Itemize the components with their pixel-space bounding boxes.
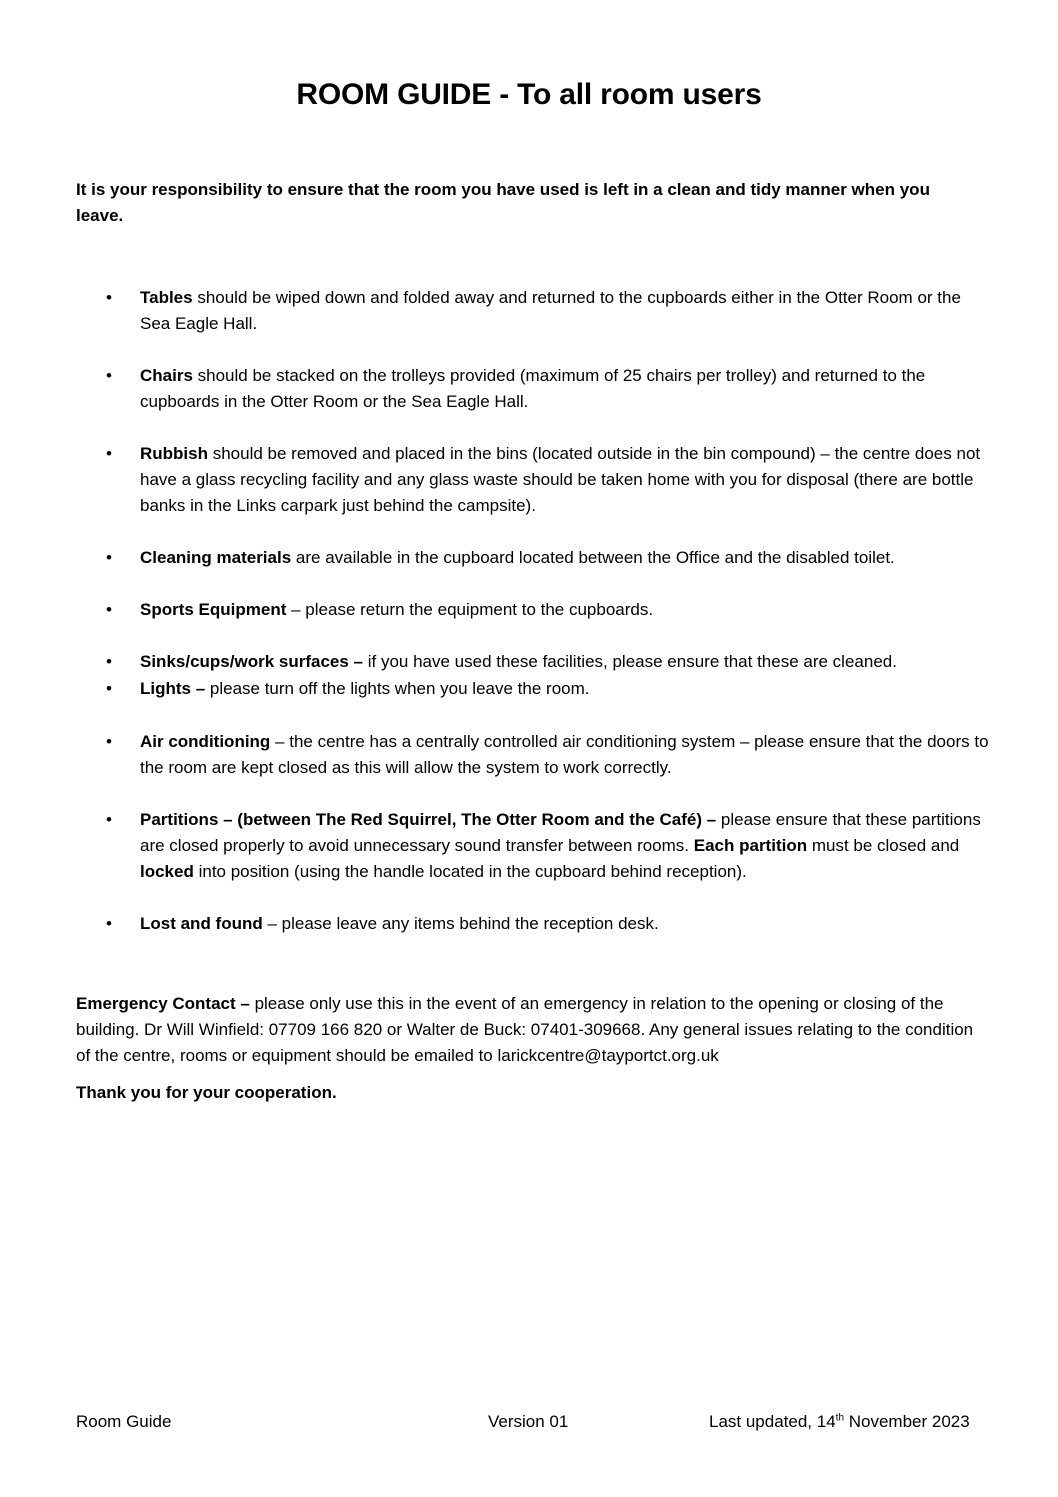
- bullet-icon: •: [106, 652, 112, 671]
- list-item-rubbish: [106, 441, 990, 519]
- item-lead: Lights –: [140, 679, 206, 698]
- bullet-icon: •: [106, 810, 112, 829]
- item-lead: Lost and found: [140, 914, 263, 933]
- item-emphasis: locked: [140, 862, 194, 881]
- footer-date-end: November 2023: [844, 1412, 970, 1431]
- page-title: ROOM GUIDE - To all room users: [296, 78, 762, 111]
- list-item-cleaning-materials: [106, 545, 990, 571]
- intro-paragraph: It is your responsibility to ensure that the room you have used is left in a clean and tidy manner when you leave.: [76, 180, 930, 225]
- footer-doc-name: Room Guide: [76, 1412, 172, 1431]
- item-text: into position (using the handle located in the cupboard behind reception).: [193, 862, 747, 881]
- emergency-text: please only use this in the event of an emergency in relation to the opening or closing of the building. Dr Will Winfield: 07709 166 820 or Walter de Buck: 07401-309668. Any general issues relating to the condition of the centre, rooms or equipment should be emailed to larickcentre@tayportct.org.uk: [76, 994, 974, 1065]
- item-text: please turn off the lights when you leave the room.: [205, 679, 590, 698]
- bullet-icon: •: [106, 732, 112, 751]
- item-lead: Sports Equipment: [140, 600, 287, 619]
- item-lead: Tables: [140, 288, 193, 307]
- item-text: should be removed and placed in the bins (located outside in the bin compound) – the centre does not have a glass recycling facility and any glass waste should be taken home with you for disposal (there are bottle banks in the Links carpark just behind the campsite).: [140, 444, 981, 515]
- item-text: – the centre has a centrally controlled air conditioning system – please ensure that the doors to the room are kept closed as this will allow the system to work correctly.: [140, 732, 989, 777]
- emergency-lead: Emergency Contact –: [76, 994, 250, 1013]
- list-item-sports-equipment: [106, 597, 990, 623]
- list-item-air-conditioning: [106, 729, 990, 781]
- item-lead: Partitions – (between The Red Squirrel, The Otter Room and the Café) –: [140, 810, 717, 829]
- list-item-lost-and-found: [106, 911, 990, 937]
- item-lead: Cleaning materials: [140, 548, 292, 567]
- bullet-icon: •: [106, 444, 112, 463]
- list-item-chairs: [106, 363, 990, 415]
- thanks-line: Thank you for your cooperation.: [76, 1083, 337, 1102]
- item-lead: Chairs: [140, 366, 193, 385]
- bullet-icon: •: [106, 914, 112, 933]
- bullet-icon: •: [106, 548, 112, 567]
- item-text: please ensure that these partitions are closed properly to avoid unnecessary sound transfer between rooms.: [140, 810, 981, 855]
- footer-version: Version 01: [488, 1412, 569, 1431]
- bullet-icon: •: [106, 679, 112, 698]
- item-text: should be stacked on the trolleys provided (maximum of 25 chairs per trolley) and returned to the cupboards in the Otter Room or the Sea Eagle Hall.: [140, 366, 926, 411]
- bullet-icon: •: [106, 288, 112, 307]
- list-item-lights: [106, 676, 990, 702]
- item-text: if you have used these facilities, please ensure that these are cleaned.: [363, 652, 897, 671]
- item-text: must be closed and: [807, 836, 960, 855]
- footer-date-start: Last updated, 14: [709, 1412, 836, 1431]
- item-lead: Sinks/cups/work surfaces –: [140, 652, 363, 671]
- item-text: should be wiped down and folded away and returned to the cupboards either in the Otter Room or the Sea Eagle Hall.: [140, 288, 961, 333]
- footer-last-updated: [709, 1409, 970, 1435]
- list-item-tables: [106, 285, 990, 337]
- item-emphasis: Each partition: [693, 836, 808, 855]
- item-text: – please return the equipment to the cupboards.: [286, 600, 654, 619]
- footer-date-suffix: th: [835, 1412, 845, 1424]
- list-item-sinks: [106, 649, 990, 675]
- bullet-icon: •: [106, 600, 112, 619]
- item-text: are available in the cupboard located between the Office and the disabled toilet.: [291, 548, 895, 567]
- item-text: – please leave any items behind the reception desk.: [262, 914, 659, 933]
- emergency-contact: [76, 991, 991, 1069]
- item-lead: Air conditioning: [140, 732, 271, 751]
- item-lead: Rubbish: [140, 444, 208, 463]
- bullet-icon: •: [106, 366, 112, 385]
- list-item-partitions: [106, 807, 990, 885]
